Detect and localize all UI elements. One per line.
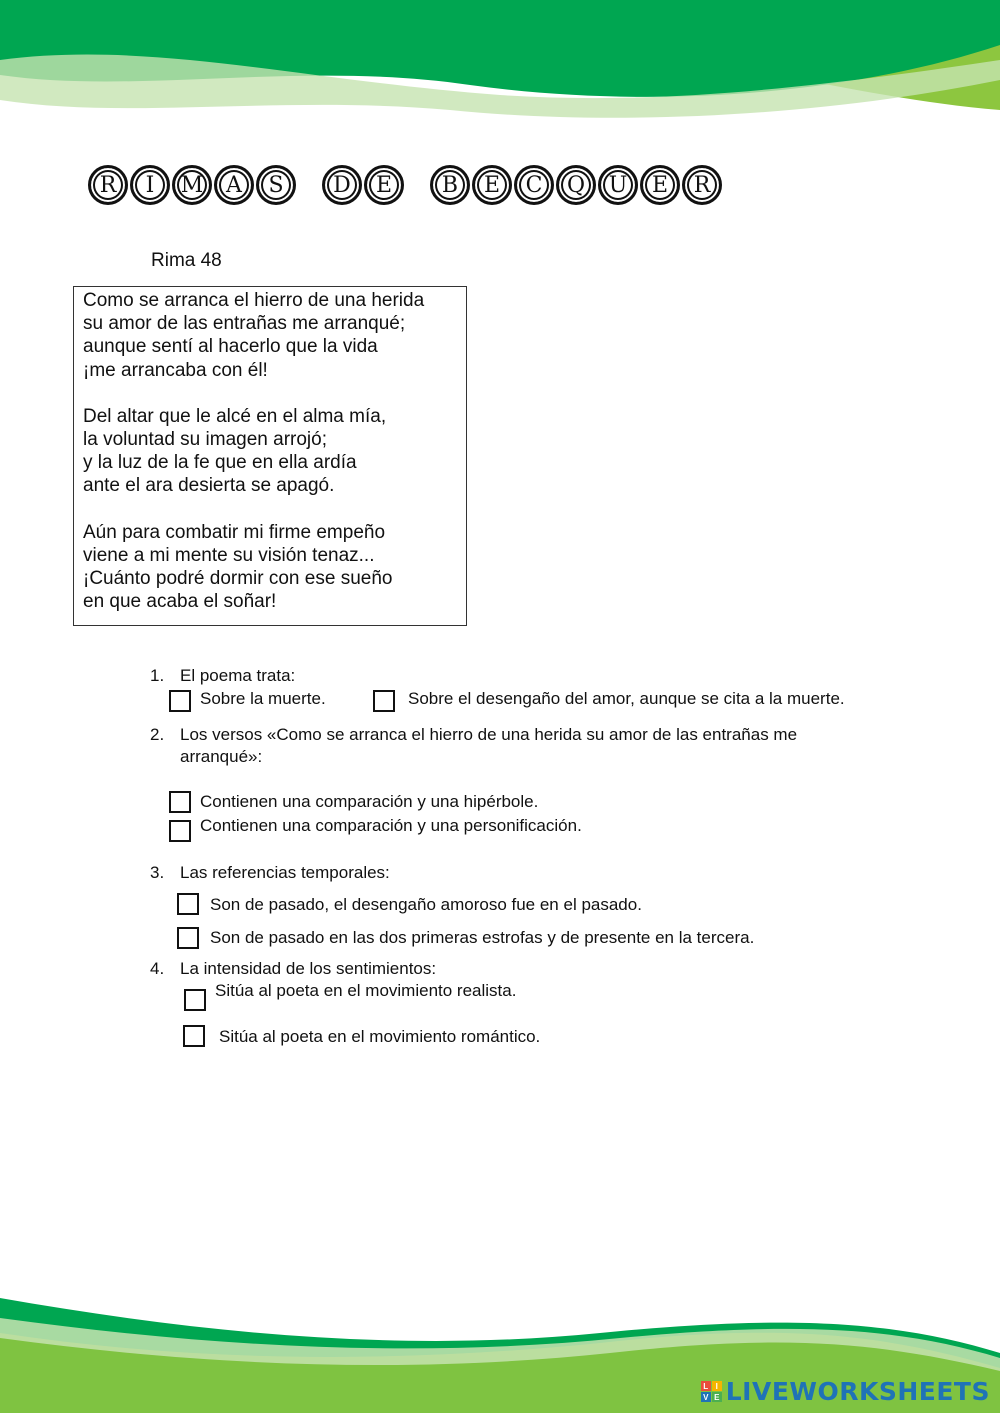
logo-mark-letter: V xyxy=(701,1392,711,1402)
question-3 xyxy=(150,863,390,883)
poem-line: en que acaba el soñar! xyxy=(83,591,277,613)
poem-line: ante el ara desierta se apagó. xyxy=(83,475,335,497)
logo-mark-letter: L xyxy=(701,1381,711,1391)
q1-option-1-checkbox[interactable] xyxy=(169,690,191,712)
question-2-continued: arranqué»: xyxy=(180,747,263,766)
logo-mark-icon xyxy=(701,1381,722,1402)
question-1 xyxy=(150,666,295,686)
question-number: 2. xyxy=(150,725,165,744)
title-word-1 xyxy=(88,165,296,205)
poem-stanza xyxy=(83,289,457,382)
poem-line: ¡Cuánto podré dormir con ese sueño xyxy=(83,568,393,590)
question-text: Los versos «Como se arranca el hierro de una herida su amor de las entrañas me xyxy=(180,725,798,744)
question-4 xyxy=(150,959,436,979)
title-letter: E xyxy=(364,165,404,205)
poem-line: la voluntad su imagen arrojó; xyxy=(83,429,327,451)
title-word-2 xyxy=(322,165,404,205)
poem-line: aunque sentí al hacerlo que la vida xyxy=(83,336,378,358)
q4-option-2-label: Sitúa al poeta en el movimiento romántico. xyxy=(219,1027,541,1046)
logo-mark-letter: E xyxy=(712,1392,722,1402)
title-letter: E xyxy=(640,165,680,205)
q2-option-2-checkbox[interactable] xyxy=(169,820,191,842)
poem-line: y la luz de la fe que en ella ardía xyxy=(83,452,357,474)
poem-line: Aún para combatir mi firme empeño xyxy=(83,521,386,543)
title-letter: E xyxy=(472,165,512,205)
question-number: 3. xyxy=(150,863,165,882)
question-text: La intensidad de los sentimientos: xyxy=(180,959,437,978)
title-letter: C xyxy=(514,165,554,205)
question-2 xyxy=(150,725,797,745)
q3-option-2-checkbox[interactable] xyxy=(177,927,199,949)
poem-line: viene a mi mente su visión tenaz... xyxy=(83,544,375,566)
question-text: Las referencias temporales: xyxy=(180,863,390,882)
q1-option-1-label: Sobre la muerte. xyxy=(200,689,326,708)
question-number: 4. xyxy=(150,959,165,978)
title-letter: D xyxy=(322,165,362,205)
title-letter: U xyxy=(598,165,638,205)
title-letter: Q xyxy=(556,165,596,205)
question-number: 1. xyxy=(150,666,165,685)
poem-box xyxy=(73,286,467,626)
logo-text: LIVEWORKSHEETS xyxy=(725,1377,990,1406)
poem-stanza xyxy=(83,521,457,614)
poem-stanza xyxy=(83,405,457,498)
q4-option-1-checkbox[interactable] xyxy=(184,989,206,1011)
q4-option-2-checkbox[interactable] xyxy=(183,1025,205,1047)
poem-label: Rima 48 xyxy=(151,250,222,271)
question-text: El poema trata: xyxy=(180,666,296,685)
q1-option-2-label: Sobre el desengaño del amor, aunque se cita a la muerte. xyxy=(408,689,845,708)
logo-mark-letter: I xyxy=(712,1381,722,1391)
title-letter: B xyxy=(430,165,470,205)
q2-option-1-label: Contienen una comparación y una hipérbole. xyxy=(200,792,539,811)
q1-option-2-checkbox[interactable] xyxy=(373,690,395,712)
q2-option-2-label: Contienen una comparación y una personificación. xyxy=(200,816,582,835)
poem-line: ¡me arrancaba con él! xyxy=(83,359,268,381)
page-title xyxy=(88,165,748,205)
title-letter: R xyxy=(88,165,128,205)
poem-line: Como se arranca el hierro de una herida xyxy=(83,290,425,311)
poem-line: su amor de las entrañas me arranqué; xyxy=(83,313,406,335)
title-letter: M xyxy=(172,165,212,205)
title-letter: I xyxy=(130,165,170,205)
q3-option-1-checkbox[interactable] xyxy=(177,893,199,915)
title-letter: S xyxy=(256,165,296,205)
q4-option-1-label: Sitúa al poeta en el movimiento realista. xyxy=(215,981,517,1000)
title-letter: A xyxy=(214,165,254,205)
title-letter: R xyxy=(682,165,722,205)
q3-option-2-label: Son de pasado en las dos primeras estrofas y de presente en la tercera. xyxy=(210,928,755,947)
title-word-3 xyxy=(430,165,722,205)
q2-option-1-checkbox[interactable] xyxy=(169,791,191,813)
header-wave xyxy=(0,0,1000,140)
q3-option-1-label: Son de pasado, el desengaño amoroso fue en el pasado. xyxy=(210,895,642,914)
liveworksheets-logo[interactable] xyxy=(701,1377,990,1406)
poem-line: Del altar que le alcé en el alma mía, xyxy=(83,405,387,427)
